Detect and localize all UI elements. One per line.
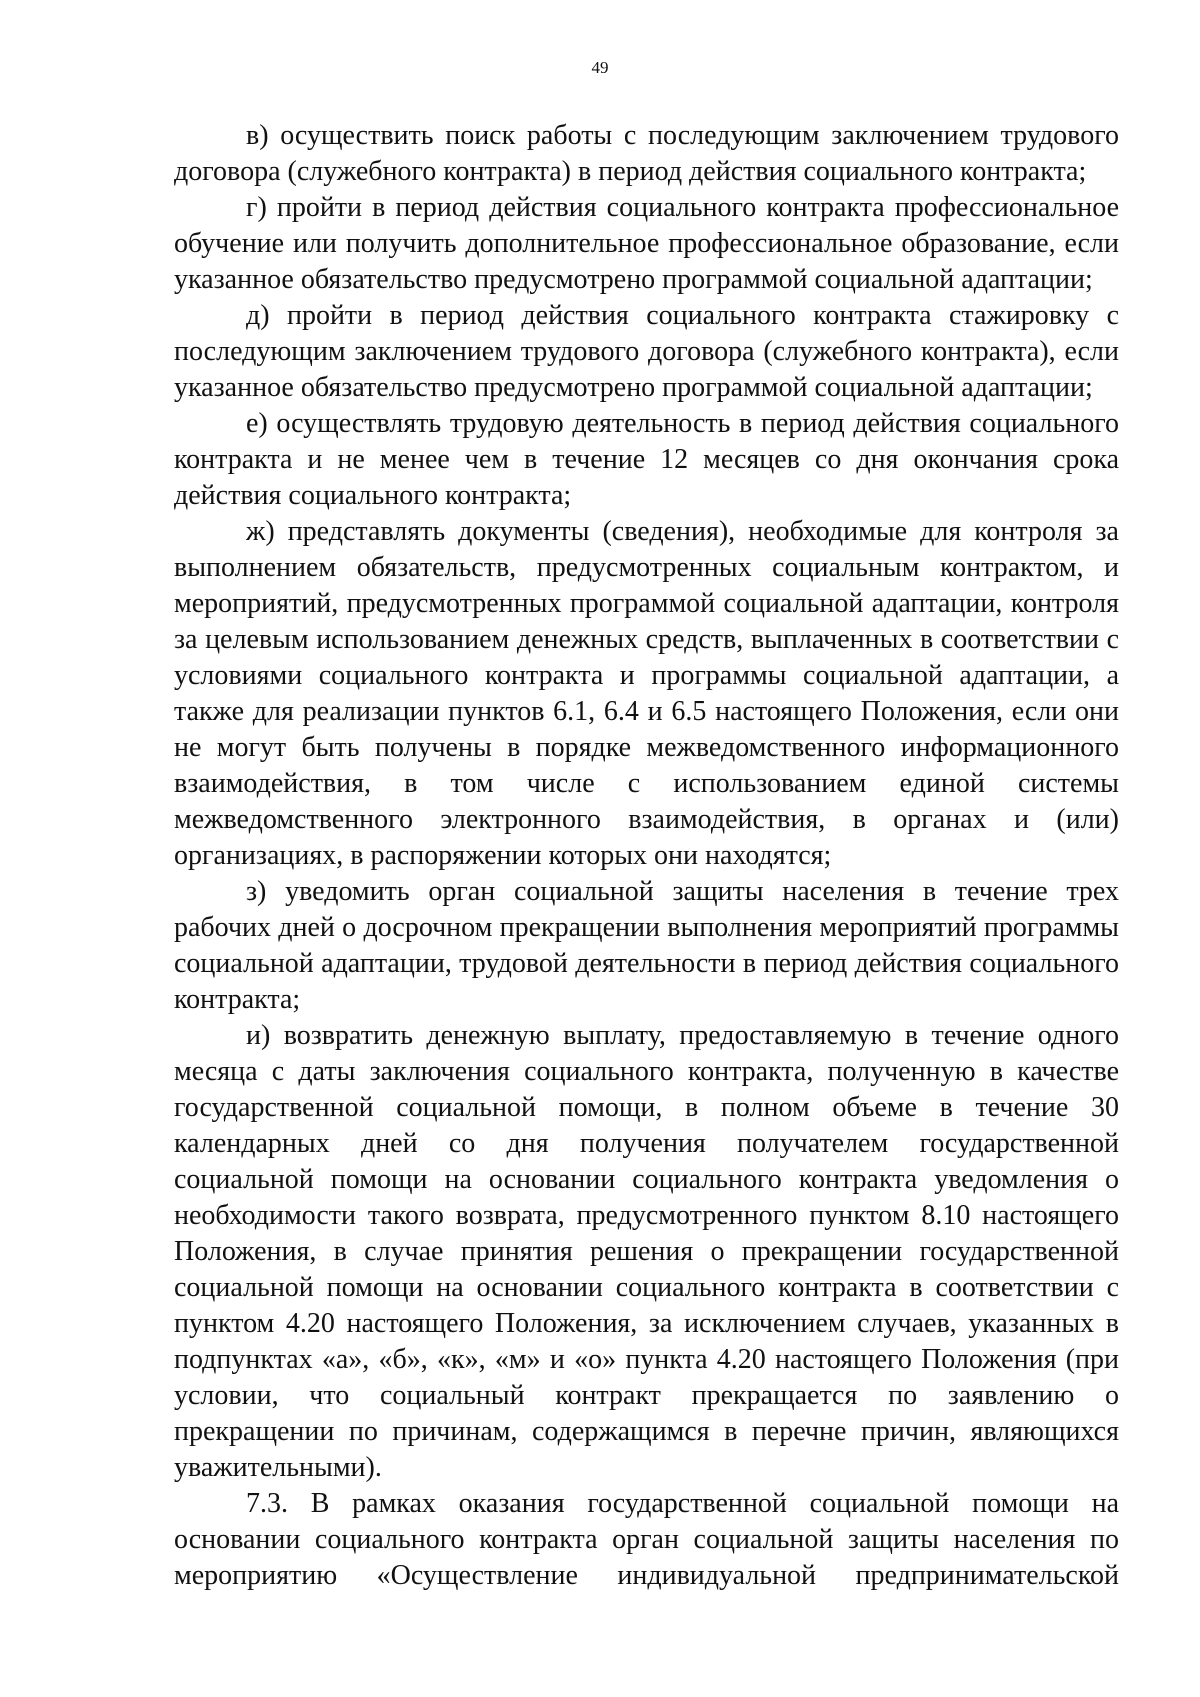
paragraph-item-v: в) осуществить поиск работы с последующим заключением трудового договора (служебного контракта) в период действия социального контракта; [174,120,1119,187]
document-body [174,118,1119,1594]
paragraph-section-7-3: 7.3. В рамках оказания государственной социальной помощи на основании социального контракта орган социальной защиты населения по мероприятию «Осуществление индивидуальной предпринимательской [174,1488,1119,1591]
paragraph-item-z: з) уведомить орган социальной защиты населения в течение трех рабочих дней о досрочном прекращении выполнения мероприятий программы социальной адаптации, трудовой деятельности в период действия социального контракта; [174,876,1119,1015]
paragraph-item-i: и) возвратить денежную выплату, предоставляемую в течение одного месяца с даты заключения социального контракта, полученную в качестве государственной социальной помощи, в полном объеме в течение 30 календарных дней со дня получения получателем государственной социальной помощи на основании социального контракта уведомления о необходимости такого возврата, предусмотренного пунктом 8.10 настоящего Положения, в случае принятия решения о прекращении государственной социальной помощи на основании социального контракта в соответствии с пунктом 4.20 настоящего Положения, за исключением случаев, указанных в подпунктах «а», «б», «к», «м» и «о» пункта 4.20 настоящего Положения (при условии, что социальный контракт прекращается по заявлению о прекращении по причинам, содержащимся в перечне причин, являющихся уважительными). [174,1020,1119,1483]
paragraph-item-zh: ж) представлять документы (сведения), необходимые для контроля за выполнением обязательств, предусмотренных социальным контрактом, и мероприятий, предусмотренных программой социальной адаптации, контроля за целевым использованием денежных средств, выплаченных в соответствии с условиями социального контракта и программы социальной адаптации, а также для реализации пунктов 6.1, 6.4 и 6.5 настоящего Положения, если они не могут быть получены в порядке межведомственного информационного взаимодействия, в том числе с использованием единой системы межведомственного электронного взаимодействия, в органах и (или) организациях, в распоряжении которых они находятся; [174,516,1119,871]
paragraph-item-d: д) пройти в период действия социального контракта стажировку с последующим заключением трудового договора (служебного контракта), если указанное обязательство предусмотрено программой социальной адаптации; [174,300,1119,403]
paragraph-item-g: г) пройти в период действия социального контракта профессиональное обучение или получить дополнительное профессиональное образование, если указанное обязательство предусмотрено программой социальной адаптации; [174,192,1119,295]
page-number: 49 [591,58,609,77]
paragraph-item-e: е) осуществлять трудовую деятельность в период действия социального контракта и не менее чем в течение 12 месяцев со дня окончания срока действия социального контракта; [174,408,1119,511]
